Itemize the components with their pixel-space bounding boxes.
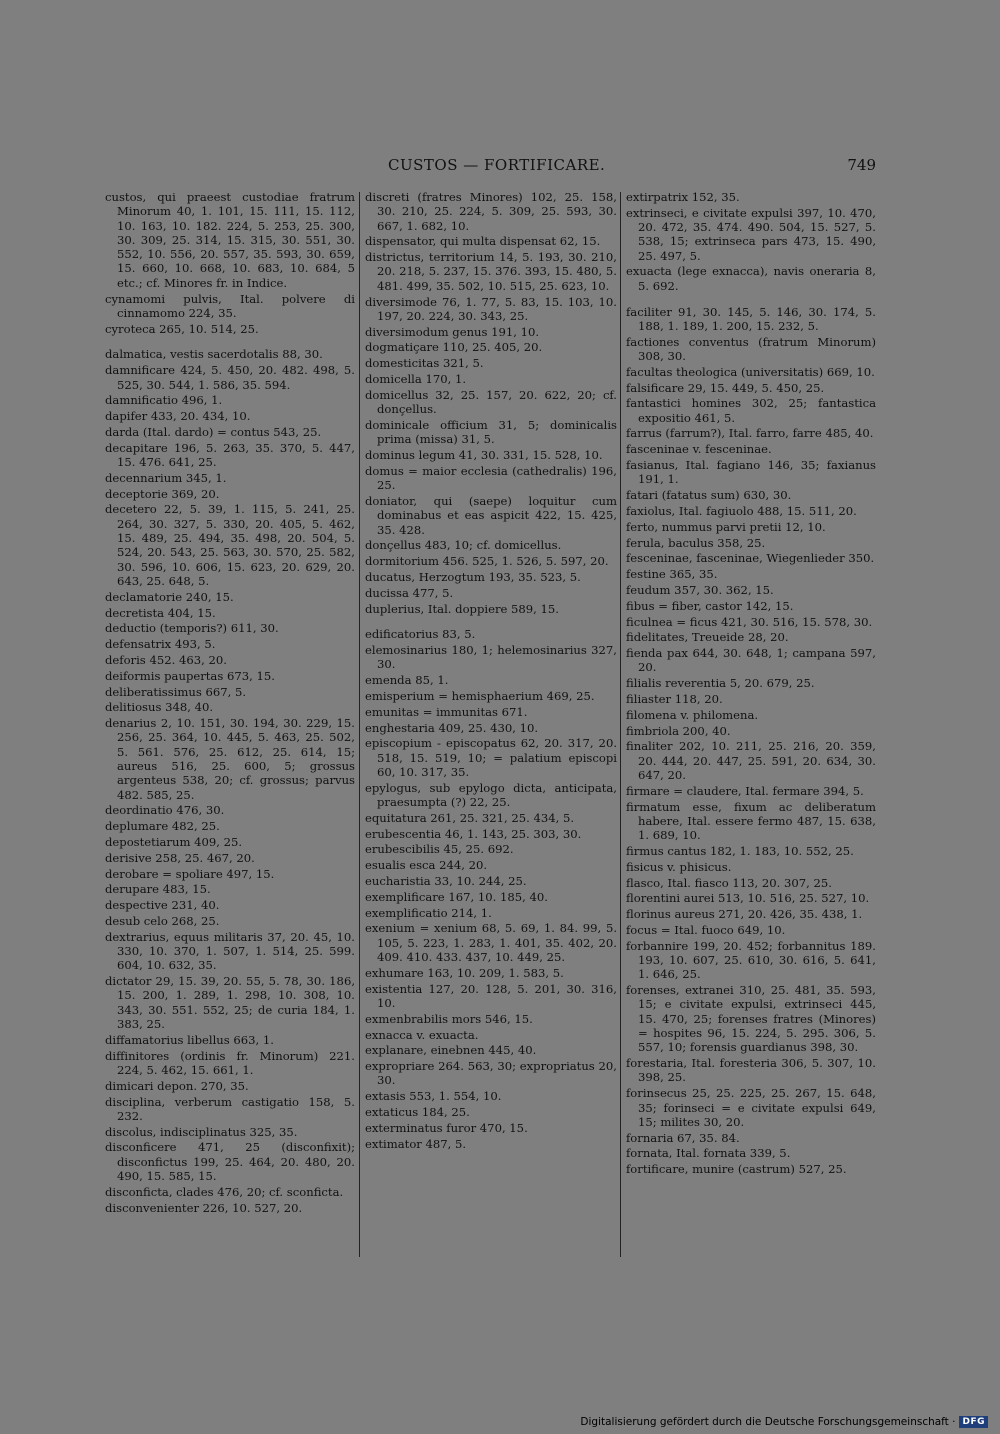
index-entry: exemplificatio 214, 1. bbox=[365, 905, 492, 920]
index-entry: depostetiarum 409, 25. bbox=[105, 834, 243, 849]
index-entry: forbannire 199, 20. 452; forbannitus 189. 193, 10. 607, 25. 610, 30. 616, 5. 641, 1. 646, 25. bbox=[626, 938, 876, 982]
index-entry: falsificare 29, 15. 449, 5. 450, 25. bbox=[626, 380, 825, 395]
index-entry: filiaster 118, 20. bbox=[626, 692, 723, 706]
index-entry: disciplina, verberum castigatio 158, 5. 232. bbox=[105, 1094, 355, 1123]
index-entry: diversimodum genus 191, 10. bbox=[365, 324, 540, 339]
index-entry: fesceninae, fasceninae, Wiegenlieder 350. bbox=[626, 551, 875, 566]
index-entry: focus = Ital. fuoco 649, 10. bbox=[626, 922, 786, 937]
index-entry: decapitare 196, 5. 263, 35. 370, 5. 447, 15. 476. 641, 25. bbox=[105, 440, 355, 470]
index-entry: donçellus 483, 10; cf. domicellus. bbox=[365, 538, 562, 553]
index-entry: duplerius, Ital. doppiere 589, 15. bbox=[365, 601, 559, 616]
index-entry: esualis esca 244, 20. bbox=[365, 858, 488, 873]
index-entry: denarius 2, 10. 151, 30. 194, 30. 229, 15. 256, 25. 364, 10. 445, 5. 463, 25. 502, 5. 561. 576, 25. 612, 25. 614, 15; aureus 516, 25. 600, 5; grossus argenteus 538, 20; cf. grossus; parvus 482. 585, 25. bbox=[105, 716, 355, 802]
index-entry: fimbriola 200, 40. bbox=[626, 723, 731, 738]
index-entry: custos, qui praeest custodiae fratrum Minorum 40, 1. 101, 15. 111, 15. 112, 10. 163, 10. 182. 224, 5. 253, 25. 300, 30. 309, 25. 314, 15. 315, 30. 551, 30. 552, 10. 556, 20. 557, 35. 593, 30. 659, 15. 660, 10. 668, 10. 683, 10. 684, 5 etc.; cf. Minores fr. in Indice. bbox=[105, 190, 355, 290]
index-entry: disconficta, clades 476, 20; cf. sconficta. bbox=[105, 1184, 344, 1199]
index-entry: dalmatica, vestis sacerdotalis 88, 30. bbox=[105, 347, 323, 362]
index-entry: farrus (farrum?), Ital. farro, farre 485, 40. bbox=[626, 426, 874, 441]
index-entry: decennarium 345, 1. bbox=[105, 470, 227, 485]
index-entry: firmus cantus 182, 1. 183, 10. 552, 25. bbox=[626, 843, 854, 858]
index-entry: derobare = spoliare 497, 15. bbox=[105, 866, 275, 881]
index-entry: emenda 85, 1. bbox=[365, 673, 449, 688]
index-entry: existentia 127, 20. 128, 5. 201, 30. 316, 10. bbox=[365, 981, 617, 1010]
index-entry: domus = maior ecclesia (cathedralis) 196, 25. bbox=[365, 463, 617, 493]
index-entry: dogmatiçare 110, 25. 405, 20. bbox=[365, 340, 543, 355]
index-entry: florentini aurei 513, 10. 516, 25. 527, 10. bbox=[626, 891, 870, 906]
index-entry: feudum 357, 30. 362, 15. bbox=[626, 582, 774, 597]
index-entry: extaticus 184, 25. bbox=[365, 1105, 470, 1120]
index-entry: dominicale officium 31, 5; dominicalis prima (missa) 31, 5. bbox=[365, 417, 617, 447]
index-entry: diffinitores (ordinis fr. Minorum) 221. 224, 5. 462, 15. 661, 1. bbox=[105, 1048, 355, 1077]
index-entry: deforis 452. 463, 20. bbox=[105, 652, 227, 667]
index-entry: ficulnea = ficus 421, 30. 516, 15. 578, 30. bbox=[626, 614, 873, 629]
page-number: 749 bbox=[847, 156, 876, 174]
index-entry: declamatorie 240, 15. bbox=[105, 589, 234, 604]
index-entry: disconficere 471, 25 (disconfixit); disconfictus 199, 25. 464, 20. 480, 20. 490, 15. 585, 15. bbox=[105, 1140, 355, 1183]
index-entry: explanare, einebnen 445, 40. bbox=[365, 1043, 537, 1058]
index-entry: fasianus, Ital. fagiano 146, 35; faxianus 191, 1. bbox=[626, 458, 876, 487]
index-entry: fibus = fiber, castor 142, 15. bbox=[626, 598, 794, 613]
index-entry: deordinatio 476, 30. bbox=[105, 803, 225, 818]
index-entry: factiones conventus (fratrum Minorum) 308, 30. bbox=[626, 334, 876, 363]
index-entry: expropriare 264. 563, 30; expropriatus 20, 30. bbox=[365, 1059, 617, 1088]
index-entry: defensatrix 493, 5. bbox=[105, 637, 216, 652]
index-entry: damnificare 424, 5. 450, 20. 482. 498, 5. 525, 30. 544, 1. 586, 35. 594. bbox=[105, 363, 355, 392]
index-entry: decretista 404, 15. bbox=[105, 605, 216, 620]
column-divider bbox=[359, 192, 360, 1257]
index-entry: extirpatrix 152, 35. bbox=[626, 190, 740, 204]
index-entry: fidelitates, Treueide 28, 20. bbox=[626, 630, 789, 645]
index-entry: dominus legum 41, 30. 331, 15. 528, 10. bbox=[365, 448, 603, 463]
index-entry: doniator, qui (saepe) loquitur cum dominabus et eas aspicit 422, 15. 425, 35. 428. bbox=[365, 493, 617, 537]
index-entry: districtus, territorium 14, 5. 193, 30. 210, 20. 218, 5. 237, 15. 376. 393, 15. 480, 5. 481. 499, 35. 502, 10. 515, 25. 623, 10. bbox=[365, 250, 617, 293]
index-entry: exhumare 163, 10. 209, 1. 583, 5. bbox=[365, 965, 564, 980]
index-entry: exenium = xenium 68, 5. 69, 1. 84. 99, 5. 105, 5. 223, 1. 283, 1. 401, 35. 402, 20. 409. 410. 433. 437, 10. 449, 25. bbox=[365, 921, 617, 965]
index-entry: domicella 170, 1. bbox=[365, 372, 467, 387]
index-entry: domicellus 32, 25. 157, 20. 622, 20; cf. donçellus. bbox=[365, 387, 617, 417]
index-entry: forinsecus 25, 25. 225, 25. 267, 15. 648, 35; forinseci = e civitate expulsi 649, 15; milites 30, 20. bbox=[626, 1086, 876, 1129]
dfg-logo: DFG bbox=[959, 1416, 988, 1428]
letter-section-gap bbox=[105, 337, 355, 347]
index-entry: cynamomi pulvis, Ital. polvere di cinnamomo 224, 35. bbox=[105, 291, 355, 320]
index-entry: deiformis paupertas 673, 15. bbox=[105, 668, 275, 683]
index-column-2 bbox=[365, 190, 617, 1152]
index-entry: darda (Ital. dardo) = contus 543, 25. bbox=[105, 424, 322, 439]
index-entry: ferto, nummus parvi pretii 12, 10. bbox=[626, 519, 826, 534]
index-entry: extrinseci, e civitate expulsi 397, 10. 470, 20. 472, 35. 474. 490. 504, 15. 527, 5. 538, 15; extrinseca pars 473, 15. 490, 25. 497, 5. bbox=[626, 205, 876, 263]
index-column-1 bbox=[105, 190, 355, 1216]
index-entry: filialis reverentia 5, 20. 679, 25. bbox=[626, 676, 815, 691]
letter-section-gap bbox=[365, 617, 617, 627]
index-entry: dictator 29, 15. 39, 20. 55, 5. 78, 30. 186, 15. 200, 1. 289, 1. 298, 10. 308, 10. 343, 30. 551. 552, 25; de curia 184, 1. 383, 25. bbox=[105, 974, 355, 1032]
index-entry: diffamatorius libellus 663, 1. bbox=[105, 1032, 274, 1047]
index-entry: eucharistia 33, 10. 244, 25. bbox=[365, 874, 527, 889]
footer-credit bbox=[580, 1416, 988, 1428]
index-entry: finaliter 202, 10. 211, 25. 216, 20. 359, 20. 444, 20. 447, 25. 591, 20. 634, 30. 647, 20. bbox=[626, 739, 876, 782]
index-entry: decetero 22, 5. 39, 1. 115, 5. 241, 25. 264, 30. 327, 5. 330, 20. 405, 5. 462, 15. 489, 25. 494, 35. 498, 20. 504, 5. 524, 20. 543, 25. 563, 30. 570, 25. 582, 30. 596, 10. 606, 15. 623, 20. 629, 20. 643, 25. 648, 5. bbox=[105, 502, 355, 588]
index-entry: filomena v. philomena. bbox=[626, 707, 759, 722]
index-entry: edificatorius 83, 5. bbox=[365, 627, 476, 642]
index-entry: ducatus, Herzogtum 193, 35. 523, 5. bbox=[365, 569, 581, 584]
index-entry: dormitorium 456. 525, 1. 526, 5. 597, 20. bbox=[365, 554, 609, 569]
index-entry: erubescibilis 45, 25. 692. bbox=[365, 842, 514, 857]
index-entry: deplumare 482, 25. bbox=[105, 819, 220, 834]
index-entry: dextrarius, equus militaris 37, 20. 45, 10. 330, 10. 370, 1. 507, 1. 514, 25. 599. 604, 10. 632, 35. bbox=[105, 929, 355, 973]
index-entry: dispensator, qui multa dispensat 62, 15. bbox=[365, 234, 601, 249]
index-entry: festine 365, 35. bbox=[626, 567, 718, 582]
index-entry: facultas theologica (universitatis) 669, 10. bbox=[626, 364, 875, 379]
index-entry: diversimode 76, 1. 77, 5. 83, 15. 103, 10. 197, 20. 224, 30. 343, 25. bbox=[365, 294, 617, 323]
index-entry: exuacta (lege exnacca), navis oneraria 8, 5. 692. bbox=[626, 264, 876, 293]
index-entry: fatari (fatatus sum) 630, 30. bbox=[626, 488, 792, 503]
index-entry: deductio (temporis?) 611, 30. bbox=[105, 621, 279, 636]
index-entry: episcopium - episcopatus 62, 20. 317, 20. 518, 15. 519, 10; = palatium episcopi 60, 10. 317, 35. bbox=[365, 736, 617, 779]
index-entry: epylogus, sub epylogo dicta, anticipata, praesumpta (?) 22, 25. bbox=[365, 780, 617, 810]
index-entry: despective 231, 40. bbox=[105, 898, 220, 913]
index-entry: deceptorie 369, 20. bbox=[105, 486, 220, 501]
index-entry: fantastici homines 302, 25; fantastica expositio 461, 5. bbox=[626, 396, 876, 425]
index-entry: forenses, extranei 310, 25. 481, 35. 593, 15; e civitate expulsi, extrinseci 445, 15. 470, 25; forenses fratres (Minores) = hospites 96, 15. 224, 5. 295. 306, 5. 557, 10; forensis guardianus 398, 30. bbox=[626, 983, 876, 1055]
index-entry: dimicari depon. 270, 35. bbox=[105, 1078, 249, 1093]
index-entry: exemplificare 167, 10. 185, 40. bbox=[365, 889, 548, 904]
index-entry: dapifer 433, 20. 434, 10. bbox=[105, 409, 251, 424]
index-entry: ferula, baculus 358, 25. bbox=[626, 535, 766, 550]
letter-section-gap bbox=[626, 295, 876, 305]
index-entry: extimator 487, 5. bbox=[365, 1136, 467, 1151]
index-entry: florinus aureus 271, 20. 426, 35. 438, 1. bbox=[626, 907, 863, 922]
index-entry: derisive 258, 25. 467, 20. bbox=[105, 850, 255, 865]
index-entry: fornaria 67, 35. 84. bbox=[626, 1130, 740, 1145]
running-title: CUSTOS — FORTIFICARE. bbox=[388, 156, 606, 174]
index-entry: desub celo 268, 25. bbox=[105, 913, 220, 928]
index-entry: derupare 483, 15. bbox=[105, 882, 211, 897]
column-divider bbox=[620, 192, 621, 1257]
index-entry: faxiolus, Ital. fagiuolo 488, 15. 511, 20. bbox=[626, 503, 857, 518]
index-entry: emisperium = hemisphaerium 469, 25. bbox=[365, 689, 595, 703]
index-entry: flasco, Ital. fiasco 113, 20. 307, 25. bbox=[626, 875, 832, 890]
index-entry: fasceninae v. fesceninae. bbox=[626, 442, 772, 457]
index-entry: ducissa 477, 5. bbox=[365, 585, 454, 600]
index-entry: forestaria, Ital. foresteria 306, 5. 307, 10. 398, 25. bbox=[626, 1056, 876, 1085]
index-entry: domesticitas 321, 5. bbox=[365, 356, 484, 371]
index-entry: delitiosus 348, 40. bbox=[105, 700, 214, 715]
index-entry: exmenbrabilis mors 546, 15. bbox=[365, 1011, 533, 1026]
index-entry: deliberatissimus 667, 5. bbox=[105, 684, 247, 699]
index-entry: exnacca v. exuacta. bbox=[365, 1027, 479, 1042]
index-entry: disconvenienter 226, 10. 527, 20. bbox=[105, 1200, 303, 1215]
index-entry: equitatura 261, 25. 321, 25. 434, 5. bbox=[365, 810, 575, 825]
index-entry: damnificatio 496, 1. bbox=[105, 393, 223, 408]
index-entry: fortificare, munire (castrum) 527, 25. bbox=[626, 1162, 847, 1177]
page-header bbox=[0, 156, 1000, 178]
index-entry: faciliter 91, 30. 145, 5. 146, 30. 174, 5. 188, 1. 189, 1. 200, 15. 232, 5. bbox=[626, 304, 876, 333]
index-entry: cyroteca 265, 10. 514, 25. bbox=[105, 321, 259, 336]
index-entry: discreti (fratres Minores) 102, 25. 158, 30. 210, 25. 224, 5. 309, 25. 593, 30. 667, 1. 682, 10. bbox=[365, 190, 617, 233]
index-entry: fornata, Ital. fornata 339, 5. bbox=[626, 1146, 791, 1161]
index-entry: firmare = claudere, Ital. fermare 394, 5. bbox=[626, 783, 864, 798]
footer-text: Digitalisierung gefördert durch die Deutsche Forschungsgemeinschaft · bbox=[580, 1416, 956, 1428]
index-entry: fisicus v. phisicus. bbox=[626, 859, 732, 874]
index-entry: erubescentia 46, 1. 143, 25. 303, 30. bbox=[365, 826, 582, 841]
index-entry: fienda pax 644, 30. 648, 1; campana 597, 20. bbox=[626, 646, 876, 675]
index-entry: exterminatus furor 470, 15. bbox=[365, 1120, 528, 1135]
index-column-3 bbox=[626, 190, 876, 1178]
index-entry: extasis 553, 1. 554, 10. bbox=[365, 1089, 502, 1104]
index-entry: enghestaria 409, 25. 430, 10. bbox=[365, 720, 539, 735]
index-entry: firmatum esse, fixum ac deliberatum habere, Ital. essere fermo 487, 15. 638, 1. 689, 10. bbox=[626, 799, 876, 843]
index-entry: emunitas = immunitas 671. bbox=[365, 704, 528, 719]
index-entry: elemosinarius 180, 1; helemosinarius 327, 30. bbox=[365, 643, 617, 672]
index-entry: discolus, indisciplinatus 325, 35. bbox=[105, 1124, 298, 1139]
